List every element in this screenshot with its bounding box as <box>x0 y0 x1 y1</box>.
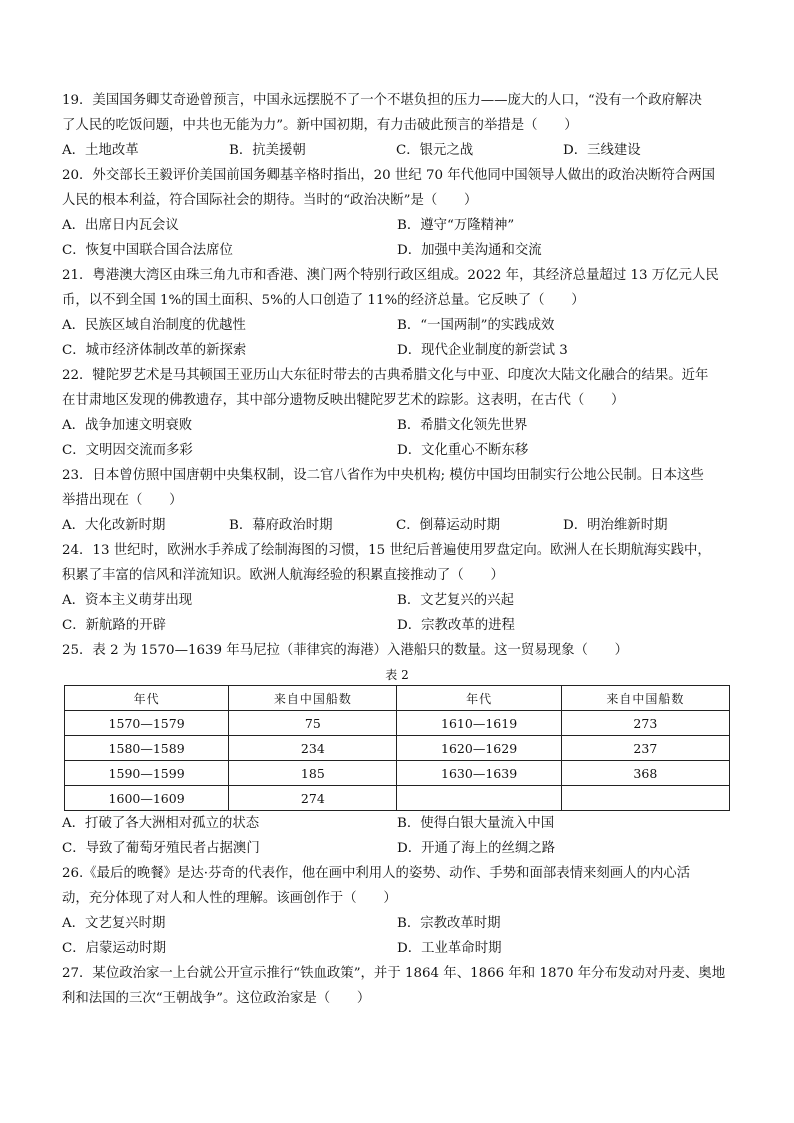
question-20 <box>62 163 732 263</box>
question-stem: 动，充分体现了对人和人性的理解。该画创作于（ ） <box>62 891 397 906</box>
option-c: C．倒幕运动时期 <box>396 518 500 533</box>
question-stem: 了人民的吃饭问题，中共也无能为力”。新中国初期，有力击破此预言的举措是（ ） <box>62 118 578 133</box>
ship-count-table <box>64 685 730 811</box>
option-a: A．民族区域自治制度的优越性 <box>62 318 246 333</box>
table-header: 年代 <box>397 686 561 711</box>
options-row <box>62 936 732 961</box>
options-row <box>62 588 732 613</box>
table-cell: 1590—1599 <box>65 761 229 786</box>
option-c: C．银元之战 <box>396 143 474 158</box>
question-27 <box>62 961 732 1011</box>
question-stem: 人民的根本利益，符合国际社会的期待。当时的“政治决断”是（ ） <box>62 193 478 208</box>
question-26 <box>62 861 732 961</box>
table-cell <box>561 786 729 811</box>
option-c: C．导致了葡萄牙殖民者占据澳门 <box>62 841 260 856</box>
question-stem: 27．某位政治家一上台就公开宣示推行“铁血政策”，并于 1864 年、1866 年和 1870 年分布发动对丹麦、奥地 <box>62 966 726 981</box>
table-cell: 1620—1629 <box>397 736 561 761</box>
option-d: D．宗教改革的进程 <box>397 618 515 633</box>
question-19 <box>62 88 732 163</box>
option-a: A．打破了各大洲相对孤立的状态 <box>62 816 260 831</box>
option-d: D．三线建设 <box>563 143 641 158</box>
option-d: D．工业革命时期 <box>397 941 502 956</box>
option-a: A．资本主义萌芽出现 <box>62 593 193 608</box>
question-stem: 积累了丰富的信风和洋流知识。欧洲人航海经验的积累直接推动了（ ） <box>62 568 504 583</box>
question-stem: 19．美国国务卿艾奇逊曾预言，中国永远摆脱不了一个不堪负担的压力——庞大的人口，“没有一个政府解决 <box>62 93 702 108</box>
option-c: C．恢复中国联合国合法席位 <box>62 243 233 258</box>
question-stem: 23．日本曾仿照中国唐朝中央集权制，设二官八省作为中央机构; 模仿中国均田制实行公地公民制。日本这些 <box>62 468 704 483</box>
table-cell: 273 <box>561 711 729 736</box>
table-row <box>65 711 730 736</box>
table-cell: 274 <box>229 786 397 811</box>
question-22 <box>62 363 732 463</box>
question-stem: 22．犍陀罗艺术是马其顿国王亚历山大东征时带去的古典希腊文化与中亚、印度次大陆文化融合的结果。近年 <box>62 368 709 383</box>
table-cell: 237 <box>561 736 729 761</box>
option-d: D．现代企业制度的新尝试 3 <box>397 343 568 358</box>
options-row <box>62 438 732 463</box>
table-cell <box>397 786 561 811</box>
options-row <box>62 213 732 238</box>
option-b: B．使得白银大量流入中国 <box>397 816 555 831</box>
question-stem: 21．粤港澳大湾区由珠三角九市和香港、澳门两个特别行政区组成。2022 年，其经济总量超过 13 万亿元人民 <box>62 268 719 283</box>
question-stem: 26.《最后的晚餐》是达·芬奇的代表作，他在画中利用人的姿势、动作、手势和面部表情来刻画人的内心活 <box>62 866 691 881</box>
table-cell: 1570—1579 <box>65 711 229 736</box>
option-b: B．幕府政治时期 <box>229 518 333 533</box>
options-row <box>62 513 732 538</box>
option-b: B．宗教改革时期 <box>397 916 501 931</box>
table-cell: 1630—1639 <box>397 761 561 786</box>
options-row <box>62 811 732 836</box>
table-cell: 1610—1619 <box>397 711 561 736</box>
table-cell: 1580—1589 <box>65 736 229 761</box>
options-row <box>62 613 732 638</box>
options-row <box>62 338 732 363</box>
table-header: 来自中国船数 <box>229 686 397 711</box>
option-c: C．文明因交流而多彩 <box>62 443 193 458</box>
exam-page <box>62 88 732 1011</box>
question-24 <box>62 538 732 638</box>
options-row <box>62 238 732 263</box>
question-25 <box>62 638 732 861</box>
question-23 <box>62 463 732 538</box>
table-cell: 368 <box>561 761 729 786</box>
options-row <box>62 413 732 438</box>
table-cell: 1600—1609 <box>65 786 229 811</box>
option-a: A．战争加速文明衰败 <box>62 418 193 433</box>
table-header-row <box>65 686 730 711</box>
option-c: C．启蒙运动时期 <box>62 941 166 956</box>
table-header: 来自中国船数 <box>561 686 729 711</box>
question-stem: 在甘肃地区发现的佛教遗存，其中部分遗物反映出犍陀罗艺术的踪影。这表明，在古代（ ） <box>62 393 625 408</box>
question-stem: 24．13 世纪时，欧洲水手养成了绘制海图的习惯，15 世纪后普遍使用罗盘定向。欧洲人在长期航海实践中， <box>62 543 711 558</box>
question-stem: 20．外交部长王毅评价美国前国务卿基辛格时指出，20 世纪 70 年代他同中国领导人做出的政治决断符合两国 <box>62 168 716 183</box>
option-b: B．“一国两制”的实践成效 <box>397 318 555 333</box>
option-b: B．希腊文化领先世界 <box>397 418 528 433</box>
option-c: C．城市经济体制改革的新探索 <box>62 343 247 358</box>
question-stem: 币，以不到全国 1%的国土面积、5%的人口创造了 11%的经济总量。它反映了（ ） <box>62 293 585 308</box>
table-row <box>65 786 730 811</box>
option-d: D．开通了海上的丝绸之路 <box>397 841 556 856</box>
option-b: B．抗美援朝 <box>229 143 306 158</box>
question-21 <box>62 263 732 363</box>
option-a: A．文艺复兴时期 <box>62 916 166 931</box>
option-a: A．大化改新时期 <box>62 518 166 533</box>
table-row <box>65 736 730 761</box>
option-c: C．新航路的开辟 <box>62 618 166 633</box>
options-row <box>62 836 732 861</box>
question-stem: 25．表 2 为 1570—1639 年马尼拉（菲律宾的海港）入港船只的数量。这一贸易现象（ ） <box>62 643 629 658</box>
option-d: D．文化重心不断东移 <box>397 443 529 458</box>
question-stem: 举措出现在（ ） <box>62 493 183 508</box>
option-a: A．土地改革 <box>62 143 139 158</box>
question-stem: 利和法国的三次“王朝战争”。这位政治家是（ ） <box>62 991 371 1006</box>
table-caption: 表 2 <box>385 668 409 682</box>
option-b: B．文艺复兴的兴起 <box>397 593 514 608</box>
options-row <box>62 911 732 936</box>
option-d: D．加强中美沟通和交流 <box>397 243 542 258</box>
option-b: B．遵守“万隆精神” <box>397 218 515 233</box>
table-header: 年代 <box>65 686 229 711</box>
option-a: A．出席日内瓦会议 <box>62 218 179 233</box>
table-cell: 185 <box>229 761 397 786</box>
table-row <box>65 761 730 786</box>
table-cell: 75 <box>229 711 397 736</box>
options-row <box>62 138 732 163</box>
option-d: D．明治维新时期 <box>563 518 668 533</box>
table-cell: 234 <box>229 736 397 761</box>
options-row <box>62 313 732 338</box>
